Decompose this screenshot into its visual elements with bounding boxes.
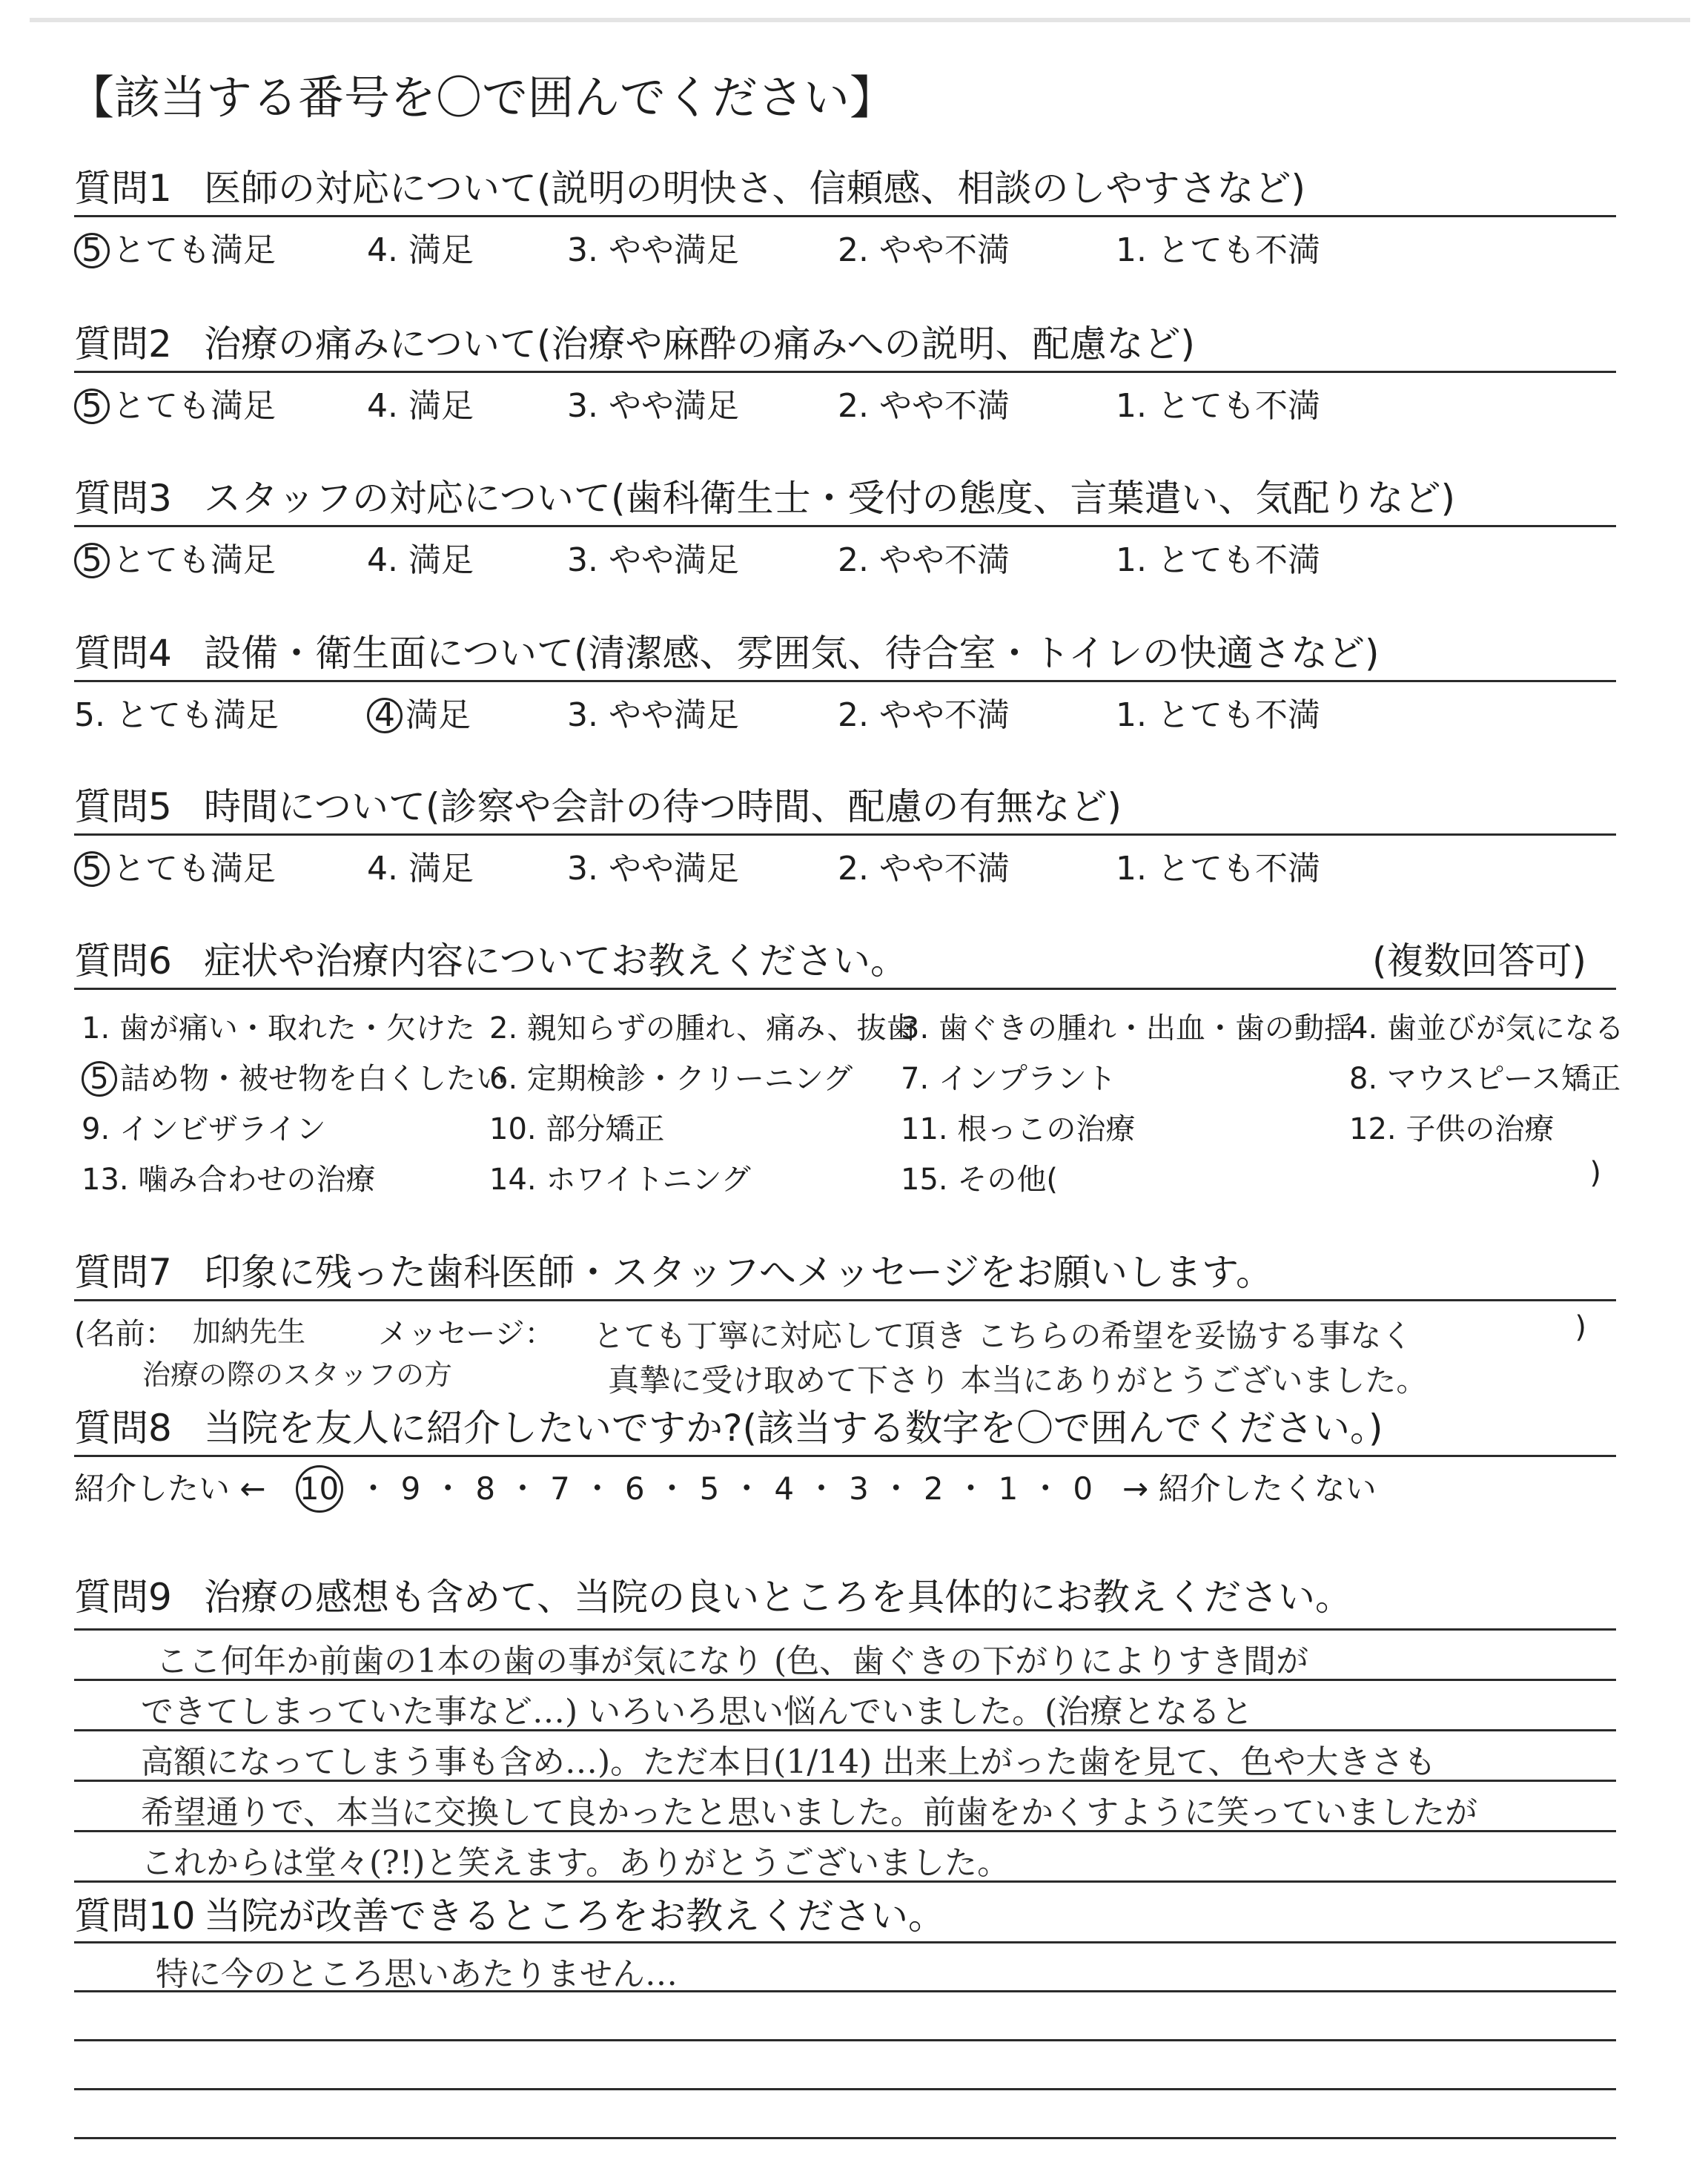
- rating-option[interactable]: 1. とても不満: [1116, 541, 1320, 579]
- scale-value[interactable]: 7: [550, 1470, 570, 1507]
- question-text: 治療の痛みについて(治療や麻酔の痛みへの説明、配慮など): [204, 323, 1196, 366]
- rating-option[interactable]: 4. 満足: [367, 387, 474, 425]
- selected-circle: 5: [74, 543, 110, 578]
- writing-line: [74, 2039, 1616, 2041]
- scale-separator: ・: [507, 1470, 539, 1507]
- question-number: 質問8: [74, 1407, 172, 1450]
- scale-separator: ・: [581, 1470, 613, 1507]
- question-text: 当院が改善できるところをお教えください。: [204, 1895, 945, 1938]
- rating-option[interactable]: 2. やや不満: [838, 387, 1010, 425]
- rating-option[interactable]: 2. やや不満: [838, 541, 1010, 579]
- symptom-option[interactable]: 9. インビザライン: [82, 1112, 326, 1146]
- rating-option[interactable]: 4. 満足: [367, 850, 474, 888]
- rating-options: [74, 373, 1616, 425]
- question-text: 当院を友人に紹介したいですか?(該当する数字を〇で囲んでください。): [204, 1407, 1383, 1450]
- writing-line: [74, 1628, 1616, 1631]
- question-number: 質問7: [74, 1251, 172, 1294]
- scale-value[interactable]: 6: [624, 1470, 645, 1507]
- scale-separator: ・: [1030, 1470, 1062, 1507]
- rating-option[interactable]: 2. やや不満: [838, 850, 1010, 888]
- scale-value[interactable]: 2: [923, 1470, 944, 1507]
- question-8: [74, 1401, 1616, 1457]
- rating-option[interactable]: [74, 379, 276, 426]
- rating-option[interactable]: 1. とても不満: [1116, 850, 1320, 888]
- rating-options: [74, 836, 1616, 888]
- question-number: 質問4: [74, 632, 172, 675]
- close-paren: ): [1575, 1310, 1586, 1344]
- scale-separator: ・: [880, 1470, 912, 1507]
- question-number: 質問10: [74, 1895, 196, 1938]
- question-7: [74, 1246, 1616, 1413]
- rating-option[interactable]: 3. やや満足: [567, 850, 739, 888]
- rating-options: [74, 527, 1616, 579]
- rating-option[interactable]: 1. とても不満: [1116, 387, 1320, 425]
- symptom-options: [74, 990, 1624, 1198]
- scale-value[interactable]: 9: [400, 1470, 421, 1507]
- question-number: 質問9: [74, 1576, 172, 1619]
- handwritten-answer-line: 希望通りで、本当に交換して良かったと思いました。前歯をかくすように笑っていましたが: [141, 1794, 1478, 1832]
- symptom-option[interactable]: 8. マウスピース矯正: [1349, 1062, 1621, 1096]
- rating-option[interactable]: [367, 688, 471, 736]
- scale-separator: ・: [806, 1470, 838, 1507]
- question-number: 質問1: [74, 167, 172, 210]
- scale-separator: ・: [955, 1470, 987, 1507]
- question-2: [74, 317, 1616, 425]
- question-text: 印象に残った歯科医師・スタッフへメッセージをお願いします。: [204, 1251, 1273, 1294]
- scale-separator: ・: [656, 1470, 688, 1507]
- recommend-scale: [74, 1464, 1377, 1513]
- handwritten-answer-line: 高額になってしまう事も含め…)。ただ本日(1/14) 出来上がった歯を見て、色や大きさも: [141, 1743, 1437, 1781]
- selected-circle: 5: [74, 233, 110, 268]
- selected-circle: 5: [74, 389, 110, 424]
- scale-separator: ・: [357, 1470, 389, 1507]
- rating-option[interactable]: 3. やや満足: [567, 696, 739, 734]
- selected-circle: 4: [367, 698, 403, 733]
- scale-value[interactable]: 8: [475, 1470, 496, 1507]
- scale-separator: ・: [731, 1470, 763, 1507]
- rating-options: [74, 217, 1616, 269]
- scale-value[interactable]: 1: [998, 1470, 1019, 1507]
- rating-option[interactable]: 2. やや不満: [838, 231, 1010, 269]
- question-9: [74, 1571, 1616, 1624]
- symptom-option[interactable]: 15. その他(: [901, 1163, 1058, 1197]
- symptom-option[interactable]: 3. 歯ぐきの腫れ・出血・歯の動揺: [901, 1011, 1354, 1046]
- selected-circle: 5: [74, 851, 110, 887]
- question-number: 質問3: [74, 477, 172, 520]
- scale-separator: ・: [432, 1470, 464, 1507]
- symptom-option-label: 詰め物・被せ物を白くしたい: [120, 1062, 506, 1096]
- message-line-1: とても丁寧に対応して頂き こちらの希望を妥協する事なく: [593, 1318, 1413, 1354]
- rating-option[interactable]: [74, 842, 276, 889]
- handwritten-answer-line: できてしまっていた事など…) いろいろ思い悩んでいました。(治療となると: [141, 1693, 1254, 1731]
- question-4: [74, 627, 1616, 734]
- name-value-2: 治療の際のスタッフの方: [142, 1358, 453, 1391]
- symptom-option[interactable]: 4. 歯並びが気になる: [1349, 1011, 1624, 1046]
- symptom-option[interactable]: 1. 歯が痛い・取れた・欠けた: [82, 1011, 475, 1046]
- rating-option[interactable]: 3. やや満足: [567, 231, 739, 269]
- question-text: 時間について(診察や会計の待つ時間、配慮の有無など): [204, 785, 1122, 828]
- symptom-option[interactable]: 6. 定期検診・クリーニング: [489, 1062, 853, 1096]
- question-text: 治療の感想も含めて、当院の良いところを具体的にお教えください。: [204, 1576, 1352, 1619]
- rating-option-label: とても満足: [113, 850, 276, 888]
- selected-circle: 5: [82, 1061, 117, 1097]
- scale-value[interactable]: 0: [1073, 1470, 1093, 1507]
- question-number: 質問5: [74, 785, 172, 828]
- rating-option[interactable]: 5. とても満足: [74, 696, 279, 734]
- symptom-option[interactable]: 10. 部分矯正: [489, 1112, 665, 1146]
- name-label: (名前：: [74, 1317, 175, 1351]
- question-text: スタッフの対応について(歯科衛生士・受付の態度、言葉遣い、気配りなど): [204, 477, 1456, 520]
- symptom-option[interactable]: 2. 親知らずの腫れ、痛み、抜歯: [489, 1011, 916, 1046]
- question-10: [74, 1889, 1616, 1943]
- scale-value[interactable]: 3: [849, 1470, 869, 1507]
- rating-option[interactable]: 4. 満足: [367, 541, 474, 579]
- rating-option[interactable]: 3. やや満足: [567, 541, 739, 579]
- symptom-option[interactable]: 13. 噛み合わせの治療: [82, 1163, 376, 1197]
- rating-option[interactable]: 1. とても不満: [1116, 696, 1320, 734]
- question-3: [74, 472, 1616, 579]
- symptom-option[interactable]: 7. インプラント: [901, 1062, 1116, 1096]
- writing-line: [74, 2088, 1616, 2090]
- question-1: [74, 162, 1616, 269]
- scale-value[interactable]: 4: [774, 1470, 795, 1507]
- multiple-answer-note: (複数回答可): [1371, 939, 1586, 982]
- scale-value[interactable]: 5: [699, 1470, 720, 1507]
- name-value: 加納先生: [193, 1315, 306, 1348]
- other-close-paren: ): [1589, 1156, 1601, 1190]
- question-text: 設備・衛生面について(清潔感、雰囲気、待合室・トイレの快適さなど): [204, 632, 1380, 675]
- rating-option[interactable]: [74, 533, 276, 581]
- rating-option-label: とても満足: [113, 541, 276, 579]
- page-title: 【該当する番号を〇で囲んでください】: [68, 70, 896, 125]
- question-text: 医師の対応について(説明の明快さ、信頼感、相談のしやすさなど): [204, 167, 1306, 210]
- question-text: 症状や治療内容についてお教えください。: [204, 939, 907, 982]
- rating-options: [74, 682, 1616, 734]
- rating-option[interactable]: 4. 満足: [367, 231, 474, 269]
- writing-line: [74, 1941, 1616, 1943]
- rating-option[interactable]: 1. とても不満: [1116, 231, 1320, 269]
- writing-line: [74, 2137, 1616, 2139]
- handwritten-answer-line: これからは堂々(?!)と笑えます。ありがとうございました。: [141, 1844, 1010, 1882]
- symptom-option[interactable]: 14. ホワイトニング: [489, 1163, 751, 1197]
- scale-left-label: 紹介したい ←: [74, 1470, 266, 1507]
- divider: [74, 1455, 1616, 1457]
- message-line-2: 真摯に受け取めて下さり 本当にありがとうございました。: [608, 1362, 1428, 1398]
- question-number: 質問2: [74, 323, 172, 366]
- top-border: [30, 18, 1690, 22]
- question-number: 質問6: [74, 939, 172, 982]
- rating-option-label: 満足: [406, 696, 471, 734]
- rating-option[interactable]: 3. やや満足: [567, 387, 739, 425]
- symptom-option[interactable]: [82, 1055, 506, 1097]
- question-5: [74, 780, 1616, 888]
- scale-right-label: → 紹介したくない: [1122, 1470, 1377, 1507]
- rating-option-label: とても満足: [113, 387, 276, 425]
- question-6: [74, 934, 1624, 1198]
- handwritten-answer: 特に今のところ思いあたりません…: [156, 1955, 678, 1993]
- rating-option[interactable]: 2. やや不満: [838, 696, 1010, 734]
- symptom-option[interactable]: 12. 子供の治療: [1349, 1112, 1555, 1146]
- rating-option[interactable]: [74, 223, 276, 271]
- symptom-option[interactable]: 11. 根っこの治療: [901, 1112, 1136, 1146]
- rating-option-label: とても満足: [113, 231, 276, 269]
- handwritten-answer-line: ここ何年か前歯の1本の歯の事が気になり (色、歯ぐきの下がりによりすき間が: [156, 1642, 1309, 1680]
- message-label: メッセージ：: [378, 1317, 555, 1351]
- scale-value[interactable]: 10: [296, 1465, 343, 1513]
